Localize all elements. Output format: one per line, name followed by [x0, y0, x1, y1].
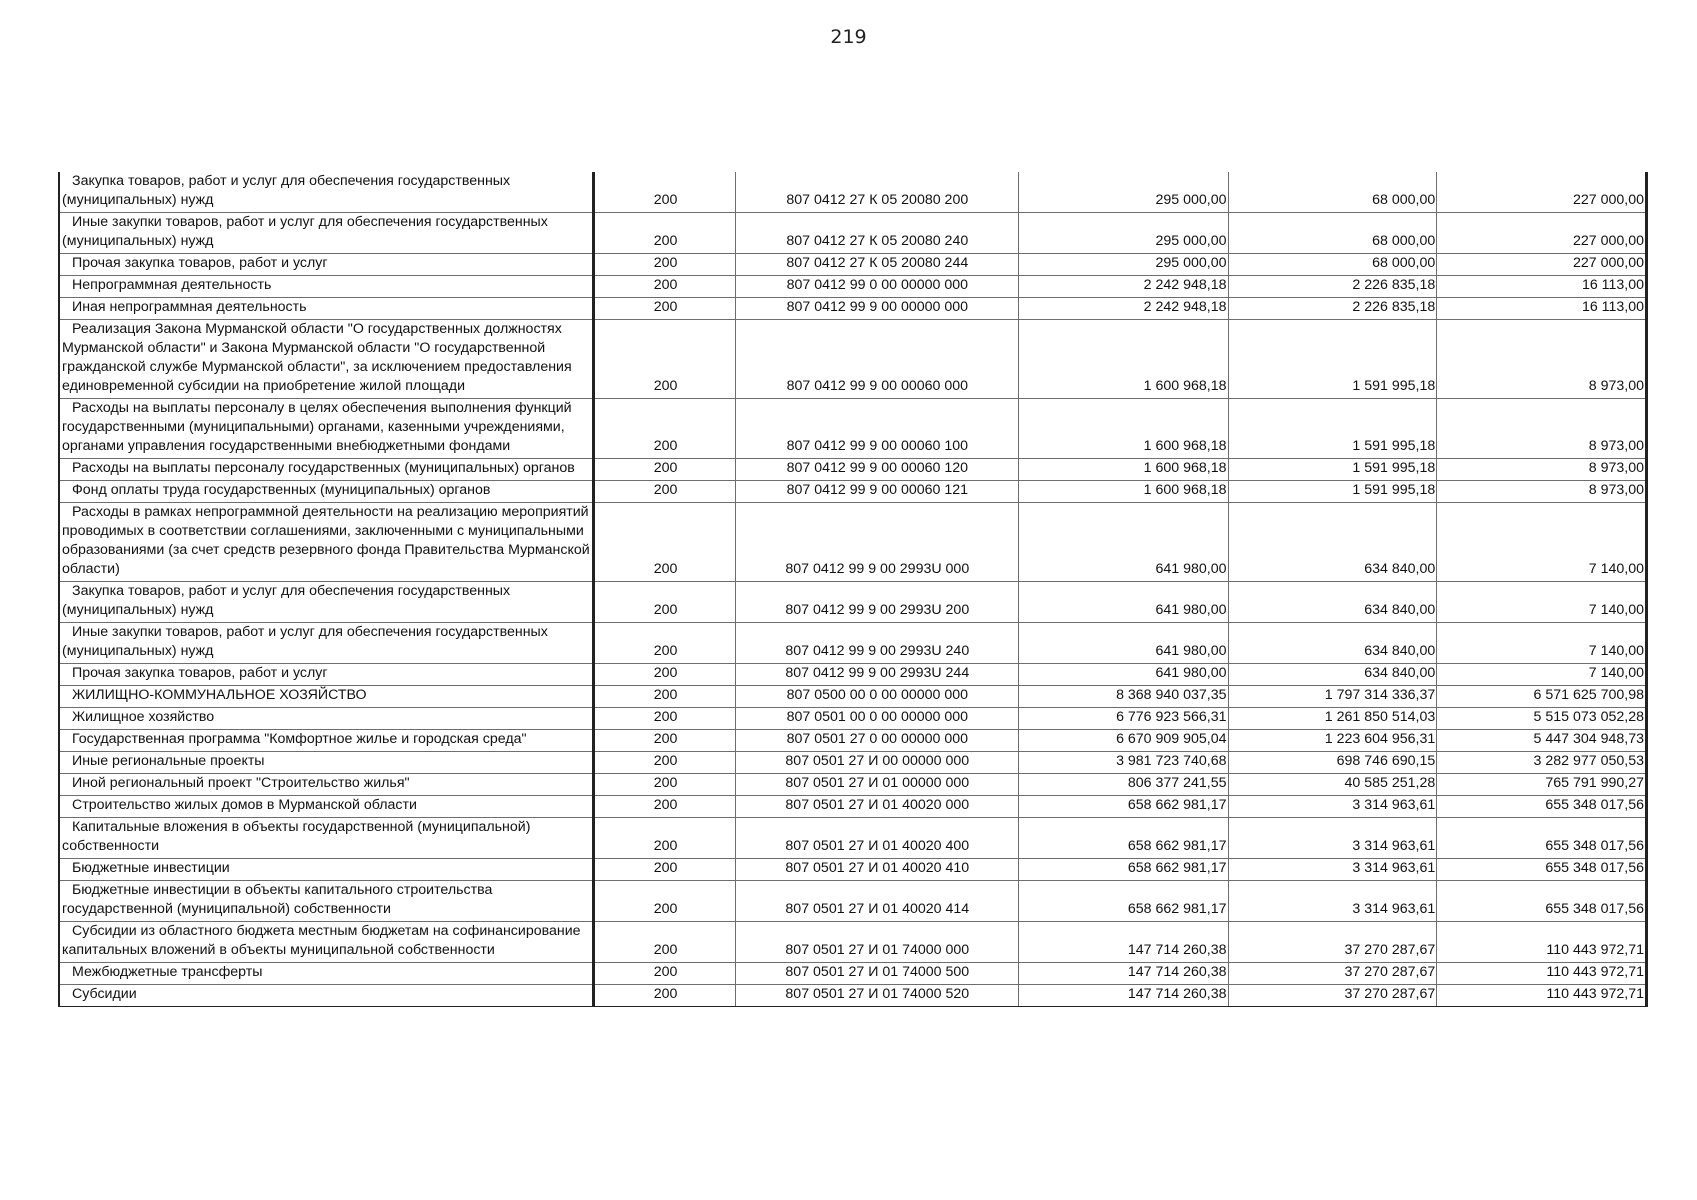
row-name-cell: Субсидии из областного бюджета местным бюджетам на софинансирование капитальных вложений в объекты муниципальной собственности: [59, 922, 594, 963]
row-name-cell: Расходы на выплаты персоналу государственных (муниципальных) органов: [59, 459, 594, 481]
row-approved-amount-cell: 2 242 948,18: [1018, 276, 1228, 298]
row-executed-amount-cell: 37 270 287,67: [1228, 922, 1437, 963]
row-name-cell: Бюджетные инвестиции: [59, 859, 594, 881]
row-executed-amount-cell: 1 591 995,18: [1228, 459, 1437, 481]
row-executed-amount-cell: 1 591 995,18: [1228, 320, 1437, 399]
row-admin-code-cell: 200: [594, 963, 735, 985]
row-name-cell: Иной региональный проект "Строительство жилья": [59, 774, 594, 796]
row-approved-amount-cell: 641 980,00: [1018, 503, 1228, 582]
row-executed-amount-cell: 634 840,00: [1228, 503, 1437, 582]
row-unexecuted-amount-cell: 227 000,00: [1437, 254, 1647, 276]
row-budget-code-cell: 807 0412 99 9 00 00060 120: [735, 459, 1018, 481]
row-unexecuted-amount-cell: 8 973,00: [1437, 459, 1647, 481]
row-admin-code-cell: 200: [594, 881, 735, 922]
row-executed-amount-cell: 1 261 850 514,03: [1228, 708, 1437, 730]
row-name-cell: Непрограммная деятельность: [59, 276, 594, 298]
row-budget-code-cell: 807 0501 27 И 01 74000 500: [735, 963, 1018, 985]
table-row: [59, 859, 1647, 881]
row-budget-code-cell: 807 0412 99 9 00 2993U 244: [735, 664, 1018, 686]
row-name-cell: Межбюджетные трансферты: [59, 963, 594, 985]
table-row: [59, 752, 1647, 774]
table-row: [59, 459, 1647, 481]
row-admin-code-cell: 200: [594, 686, 735, 708]
row-budget-code-cell: 807 0412 99 9 00 2993U 000: [735, 503, 1018, 582]
row-name-cell: Расходы на выплаты персоналу в целях обеспечения выполнения функций государственными (муниципальными) органами, казенными учреждениями, органами управления государственными внебюджетными фондами: [59, 399, 594, 459]
row-approved-amount-cell: 295 000,00: [1018, 254, 1228, 276]
row-approved-amount-cell: 658 662 981,17: [1018, 796, 1228, 818]
row-unexecuted-amount-cell: 655 348 017,56: [1437, 859, 1647, 881]
row-name-cell: Капитальные вложения в объекты государственной (муниципальной) собственности: [59, 818, 594, 859]
row-name-cell: Реализация Закона Мурманской области "О государственных должностях Мурманской области" и Закона Мурманской области "О государственной гражданской службе Мурманской области", за исключением предоставления единовременной субсидии на приобретение жилой площади: [59, 320, 594, 399]
row-executed-amount-cell: 634 840,00: [1228, 623, 1437, 664]
row-unexecuted-amount-cell: 7 140,00: [1437, 623, 1647, 664]
row-admin-code-cell: 200: [594, 796, 735, 818]
table-row: [59, 708, 1647, 730]
row-unexecuted-amount-cell: 655 348 017,56: [1437, 796, 1647, 818]
row-unexecuted-amount-cell: 655 348 017,56: [1437, 881, 1647, 922]
table-row: [59, 481, 1647, 503]
table-row: [59, 213, 1647, 254]
row-approved-amount-cell: 658 662 981,17: [1018, 859, 1228, 881]
row-name-cell: Строительство жилых домов в Мурманской области: [59, 796, 594, 818]
row-name-cell: Жилищное хозяйство: [59, 708, 594, 730]
row-executed-amount-cell: 37 270 287,67: [1228, 963, 1437, 985]
row-budget-code-cell: 807 0412 99 9 00 00060 100: [735, 399, 1018, 459]
row-admin-code-cell: 200: [594, 752, 735, 774]
row-executed-amount-cell: 3 314 963,61: [1228, 796, 1437, 818]
row-budget-code-cell: 807 0501 27 И 01 74000 000: [735, 922, 1018, 963]
row-admin-code-cell: 200: [594, 503, 735, 582]
table-row: [59, 818, 1647, 859]
row-approved-amount-cell: 8 368 940 037,35: [1018, 686, 1228, 708]
table-row: [59, 922, 1647, 963]
row-admin-code-cell: 200: [594, 730, 735, 752]
row-budget-code-cell: 807 0501 27 И 00 00000 000: [735, 752, 1018, 774]
row-executed-amount-cell: 2 226 835,18: [1228, 276, 1437, 298]
row-executed-amount-cell: 37 270 287,67: [1228, 985, 1437, 1007]
row-approved-amount-cell: 6 670 909 905,04: [1018, 730, 1228, 752]
row-admin-code-cell: 200: [594, 481, 735, 503]
row-name-cell: Закупка товаров, работ и услуг для обеспечения государственных (муниципальных) нужд: [59, 172, 594, 213]
row-executed-amount-cell: 1 797 314 336,37: [1228, 686, 1437, 708]
row-admin-code-cell: 200: [594, 623, 735, 664]
row-name-cell: Иные закупки товаров, работ и услуг для обеспечения государственных (муниципальных) нужд: [59, 213, 594, 254]
row-unexecuted-amount-cell: 16 113,00: [1437, 276, 1647, 298]
row-executed-amount-cell: 1 223 604 956,31: [1228, 730, 1437, 752]
table-row: [59, 664, 1647, 686]
row-budget-code-cell: 807 0412 99 9 00 00000 000: [735, 298, 1018, 320]
table-row: [59, 254, 1647, 276]
row-approved-amount-cell: 641 980,00: [1018, 582, 1228, 623]
row-name-cell: Прочая закупка товаров, работ и услуг: [59, 664, 594, 686]
row-approved-amount-cell: 295 000,00: [1018, 213, 1228, 254]
table-body: [59, 172, 1647, 1007]
row-unexecuted-amount-cell: 8 973,00: [1437, 320, 1647, 399]
row-admin-code-cell: 200: [594, 172, 735, 213]
row-approved-amount-cell: 641 980,00: [1018, 664, 1228, 686]
row-budget-code-cell: 807 0501 27 И 01 40020 000: [735, 796, 1018, 818]
row-unexecuted-amount-cell: 765 791 990,27: [1437, 774, 1647, 796]
table-row: [59, 582, 1647, 623]
row-unexecuted-amount-cell: 227 000,00: [1437, 213, 1647, 254]
row-approved-amount-cell: 1 600 968,18: [1018, 399, 1228, 459]
row-admin-code-cell: 200: [594, 664, 735, 686]
row-unexecuted-amount-cell: 6 571 625 700,98: [1437, 686, 1647, 708]
row-executed-amount-cell: 68 000,00: [1228, 172, 1437, 213]
row-executed-amount-cell: 3 314 963,61: [1228, 818, 1437, 859]
row-approved-amount-cell: 3 981 723 740,68: [1018, 752, 1228, 774]
row-unexecuted-amount-cell: 655 348 017,56: [1437, 818, 1647, 859]
row-budget-code-cell: 807 0412 27 К 05 20080 240: [735, 213, 1018, 254]
row-name-cell: Фонд оплаты труда государственных (муниципальных) органов: [59, 481, 594, 503]
page-number: 219: [830, 26, 867, 48]
row-name-cell: Прочая закупка товаров, работ и услуг: [59, 254, 594, 276]
row-unexecuted-amount-cell: 5 447 304 948,73: [1437, 730, 1647, 752]
row-budget-code-cell: 807 0501 27 0 00 00000 000: [735, 730, 1018, 752]
row-unexecuted-amount-cell: 16 113,00: [1437, 298, 1647, 320]
row-admin-code-cell: 200: [594, 213, 735, 254]
row-name-cell: ЖИЛИЩНО-КОММУНАЛЬНОЕ ХОЗЯЙСТВО: [59, 686, 594, 708]
row-admin-code-cell: 200: [594, 708, 735, 730]
row-budget-code-cell: 807 0412 27 К 05 20080 200: [735, 172, 1018, 213]
row-name-cell: Иные региональные проекты: [59, 752, 594, 774]
row-unexecuted-amount-cell: 5 515 073 052,28: [1437, 708, 1647, 730]
row-approved-amount-cell: 1 600 968,18: [1018, 481, 1228, 503]
row-budget-code-cell: 807 0501 27 И 01 40020 400: [735, 818, 1018, 859]
row-approved-amount-cell: 658 662 981,17: [1018, 818, 1228, 859]
row-name-cell: Бюджетные инвестиции в объекты капитального строительства государственной (муниципальной) собственности: [59, 881, 594, 922]
row-admin-code-cell: 200: [594, 922, 735, 963]
row-budget-code-cell: 807 0501 27 И 01 40020 410: [735, 859, 1018, 881]
row-budget-code-cell: 807 0501 00 0 00 00000 000: [735, 708, 1018, 730]
row-admin-code-cell: 200: [594, 859, 735, 881]
row-admin-code-cell: 200: [594, 985, 735, 1007]
row-approved-amount-cell: 658 662 981,17: [1018, 881, 1228, 922]
table-row: [59, 320, 1647, 399]
row-approved-amount-cell: 2 242 948,18: [1018, 298, 1228, 320]
budget-expenditure-table: [58, 172, 1648, 1007]
table-row: [59, 774, 1647, 796]
table-row: [59, 881, 1647, 922]
row-budget-code-cell: 807 0501 27 И 01 40020 414: [735, 881, 1018, 922]
row-name-cell: Расходы в рамках непрограммной деятельности на реализацию мероприятий проводимых в соответствии соглашениями, заключенными с муниципальными образованиями (за счет средств резервного фонда Правительства Мурманской области): [59, 503, 594, 582]
row-approved-amount-cell: 147 714 260,38: [1018, 922, 1228, 963]
row-budget-code-cell: 807 0412 99 9 00 00060 000: [735, 320, 1018, 399]
table-row: [59, 796, 1647, 818]
table-row: [59, 963, 1647, 985]
row-budget-code-cell: 807 0412 99 9 00 2993U 200: [735, 582, 1018, 623]
row-unexecuted-amount-cell: 7 140,00: [1437, 582, 1647, 623]
row-executed-amount-cell: 68 000,00: [1228, 213, 1437, 254]
row-budget-code-cell: 807 0501 27 И 01 00000 000: [735, 774, 1018, 796]
row-name-cell: Иная непрограммная деятельность: [59, 298, 594, 320]
row-admin-code-cell: 200: [594, 399, 735, 459]
table-row: [59, 730, 1647, 752]
row-approved-amount-cell: 147 714 260,38: [1018, 985, 1228, 1007]
table-row: [59, 172, 1647, 213]
row-budget-code-cell: 807 0412 99 9 00 00060 121: [735, 481, 1018, 503]
row-approved-amount-cell: 1 600 968,18: [1018, 320, 1228, 399]
row-admin-code-cell: 200: [594, 254, 735, 276]
row-admin-code-cell: 200: [594, 320, 735, 399]
row-unexecuted-amount-cell: 110 443 972,71: [1437, 922, 1647, 963]
table-row: [59, 686, 1647, 708]
row-approved-amount-cell: 295 000,00: [1018, 172, 1228, 213]
row-unexecuted-amount-cell: 8 973,00: [1437, 481, 1647, 503]
row-admin-code-cell: 200: [594, 582, 735, 623]
row-budget-code-cell: 807 0501 27 И 01 74000 520: [735, 985, 1018, 1007]
row-unexecuted-amount-cell: 110 443 972,71: [1437, 963, 1647, 985]
row-executed-amount-cell: 3 314 963,61: [1228, 859, 1437, 881]
row-executed-amount-cell: 68 000,00: [1228, 254, 1437, 276]
row-unexecuted-amount-cell: 3 282 977 050,53: [1437, 752, 1647, 774]
row-approved-amount-cell: 806 377 241,55: [1018, 774, 1228, 796]
table-row: [59, 623, 1647, 664]
row-admin-code-cell: 200: [594, 774, 735, 796]
row-budget-code-cell: 807 0412 99 0 00 00000 000: [735, 276, 1018, 298]
row-unexecuted-amount-cell: 7 140,00: [1437, 664, 1647, 686]
row-executed-amount-cell: 2 226 835,18: [1228, 298, 1437, 320]
row-executed-amount-cell: 634 840,00: [1228, 664, 1437, 686]
table-row: [59, 503, 1647, 582]
table-row: [59, 985, 1647, 1007]
row-executed-amount-cell: 698 746 690,15: [1228, 752, 1437, 774]
table-row: [59, 298, 1647, 320]
row-executed-amount-cell: 1 591 995,18: [1228, 481, 1437, 503]
row-admin-code-cell: 200: [594, 276, 735, 298]
row-budget-code-cell: 807 0412 27 К 05 20080 244: [735, 254, 1018, 276]
row-admin-code-cell: 200: [594, 298, 735, 320]
row-name-cell: Государственная программа "Комфортное жилье и городская среда": [59, 730, 594, 752]
row-approved-amount-cell: 641 980,00: [1018, 623, 1228, 664]
row-unexecuted-amount-cell: 227 000,00: [1437, 172, 1647, 213]
table-row: [59, 276, 1647, 298]
row-name-cell: Субсидии: [59, 985, 594, 1007]
row-admin-code-cell: 200: [594, 459, 735, 481]
row-executed-amount-cell: 40 585 251,28: [1228, 774, 1437, 796]
row-unexecuted-amount-cell: 8 973,00: [1437, 399, 1647, 459]
table-row: [59, 399, 1647, 459]
row-approved-amount-cell: 147 714 260,38: [1018, 963, 1228, 985]
row-name-cell: Иные закупки товаров, работ и услуг для обеспечения государственных (муниципальных) нужд: [59, 623, 594, 664]
row-approved-amount-cell: 6 776 923 566,31: [1018, 708, 1228, 730]
row-budget-code-cell: 807 0412 99 9 00 2993U 240: [735, 623, 1018, 664]
row-name-cell: Закупка товаров, работ и услуг для обеспечения государственных (муниципальных) нужд: [59, 582, 594, 623]
row-unexecuted-amount-cell: 7 140,00: [1437, 503, 1647, 582]
row-executed-amount-cell: 1 591 995,18: [1228, 399, 1437, 459]
row-approved-amount-cell: 1 600 968,18: [1018, 459, 1228, 481]
row-admin-code-cell: 200: [594, 818, 735, 859]
row-executed-amount-cell: 3 314 963,61: [1228, 881, 1437, 922]
row-executed-amount-cell: 634 840,00: [1228, 582, 1437, 623]
row-budget-code-cell: 807 0500 00 0 00 00000 000: [735, 686, 1018, 708]
row-unexecuted-amount-cell: 110 443 972,71: [1437, 985, 1647, 1007]
